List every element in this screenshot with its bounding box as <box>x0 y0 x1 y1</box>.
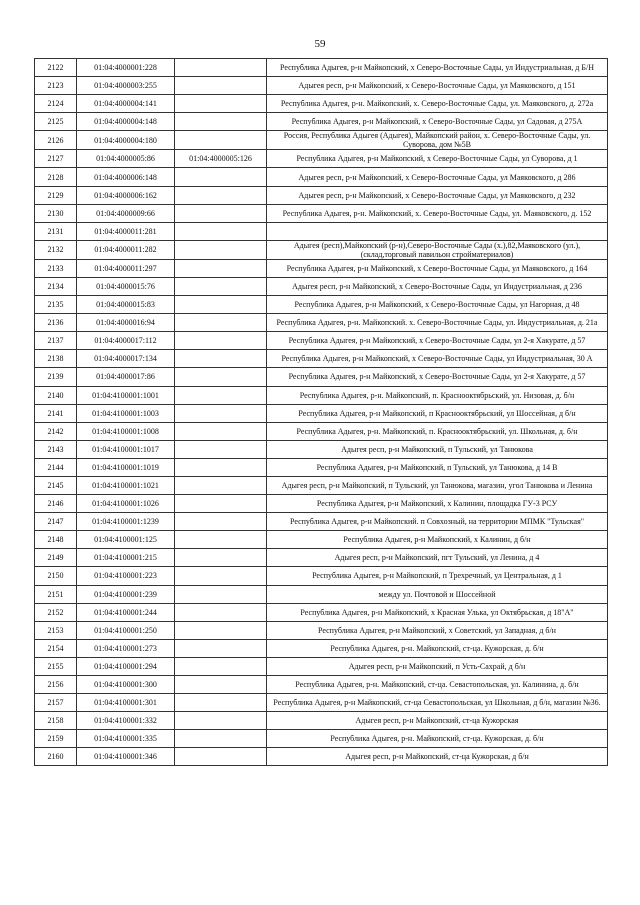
cadastral-number-cell: 01:04:4100001:1008 <box>77 422 175 440</box>
address-cell: Республика Адыгея, р-н Майкопский, ст-ца Севастопольская, ул Школьная, д б/н, магазин №36. <box>267 694 608 712</box>
cadastral-number-cell: 01:04:4000011:281 <box>77 222 175 240</box>
address-cell: между ул. Почтовой и Шоссейной <box>267 585 608 603</box>
row-number-cell: 2139 <box>35 368 77 386</box>
row-number-cell: 2148 <box>35 531 77 549</box>
cadastral-number-cell: 01:04:4000004:141 <box>77 95 175 113</box>
table-row <box>35 476 608 494</box>
related-cadastral-number-cell <box>175 332 267 350</box>
table-row <box>35 639 608 657</box>
related-cadastral-number-cell <box>175 204 267 222</box>
row-number-cell: 2150 <box>35 567 77 585</box>
row-number-cell: 2156 <box>35 676 77 694</box>
related-cadastral-number-cell <box>175 296 267 314</box>
row-number-cell: 2123 <box>35 77 77 95</box>
address-cell: Республика Адыгея, р-н Майкопский, х Северо-Восточные Сады, ул Нагорная, д 48 <box>267 296 608 314</box>
related-cadastral-number-cell <box>175 350 267 368</box>
address-cell: Адыгея респ, р-н Майкопский, х Северо-Восточные Сады, ул Маяковского, д 151 <box>267 77 608 95</box>
cadastral-number-cell: 01:04:4000011:297 <box>77 259 175 277</box>
cadastral-number-cell: 01:04:4000004:180 <box>77 131 175 150</box>
address-cell: Республика Адыгея, р-н Майкопский, х Калинин, д б/н <box>267 531 608 549</box>
cadastral-number-cell: 01:04:4000003:255 <box>77 77 175 95</box>
table-row <box>35 676 608 694</box>
address-cell: Адыгея респ, р-н Майкопский, п Тульский, ул Танюкова, магазин, угол Танюкова и Ленина <box>267 476 608 494</box>
address-cell: Адыгея респ, р-н Майкопский, п Усть-Сахрай, д б/н <box>267 657 608 675</box>
row-number-cell: 2157 <box>35 694 77 712</box>
related-cadastral-number-cell <box>175 440 267 458</box>
cadastral-number-cell: 01:04:4100001:335 <box>77 730 175 748</box>
table-row <box>35 77 608 95</box>
related-cadastral-number-cell <box>175 368 267 386</box>
table-row <box>35 712 608 730</box>
related-cadastral-number-cell <box>175 240 267 259</box>
row-number-cell: 2143 <box>35 440 77 458</box>
row-number-cell: 2138 <box>35 350 77 368</box>
related-cadastral-number-cell <box>175 495 267 513</box>
address-cell: Республика Адыгея, р-н Майкопский, х Северо-Восточные Сады, ул 2-я Хакурате, д 57 <box>267 332 608 350</box>
related-cadastral-number-cell <box>175 404 267 422</box>
related-cadastral-number-cell: 01:04:4000005:126 <box>175 150 267 168</box>
table-row <box>35 186 608 204</box>
related-cadastral-number-cell <box>175 694 267 712</box>
address-cell: Республика Адыгея, р-н. Майкопский, ст-ца. Кужорская, д. б/н <box>267 730 608 748</box>
row-number-cell: 2142 <box>35 422 77 440</box>
row-number-cell: 2136 <box>35 314 77 332</box>
related-cadastral-number-cell <box>175 314 267 332</box>
row-number-cell: 2149 <box>35 549 77 567</box>
cadastral-number-cell: 01:04:4100001:1026 <box>77 495 175 513</box>
related-cadastral-number-cell <box>175 603 267 621</box>
table-row <box>35 368 608 386</box>
table-row <box>35 603 608 621</box>
row-number-cell: 2155 <box>35 657 77 675</box>
row-number-cell: 2137 <box>35 332 77 350</box>
row-number-cell: 2122 <box>35 59 77 77</box>
row-number-cell: 2127 <box>35 150 77 168</box>
address-cell: Республика Адыгея, р-н Майкопский. п Совхозный, на территории МПМК "Тульская" <box>267 513 608 531</box>
cadastral-number-cell: 01:04:4100001:250 <box>77 621 175 639</box>
related-cadastral-number-cell <box>175 113 267 131</box>
cadastral-number-cell: 01:04:4000005:86 <box>77 150 175 168</box>
row-number-cell: 2147 <box>35 513 77 531</box>
address-cell: Республика Адыгея, р-н Майкопский, х Северо-Восточные Сады, ул Маяковского, д 164 <box>267 259 608 277</box>
cadastral-number-cell: 01:04:4000001:228 <box>77 59 175 77</box>
address-cell: Адыгея респ, р-н Майкопский, ст-ца Кужорская <box>267 712 608 730</box>
cadastral-number-cell: 01:04:4100001:273 <box>77 639 175 657</box>
table-row <box>35 314 608 332</box>
row-number-cell: 2154 <box>35 639 77 657</box>
related-cadastral-number-cell <box>175 639 267 657</box>
row-number-cell: 2134 <box>35 277 77 295</box>
related-cadastral-number-cell <box>175 549 267 567</box>
related-cadastral-number-cell <box>175 422 267 440</box>
related-cadastral-number-cell <box>175 277 267 295</box>
related-cadastral-number-cell <box>175 131 267 150</box>
table-row <box>35 694 608 712</box>
row-number-cell: 2158 <box>35 712 77 730</box>
row-number-cell: 2130 <box>35 204 77 222</box>
related-cadastral-number-cell <box>175 476 267 494</box>
related-cadastral-number-cell <box>175 676 267 694</box>
row-number-cell: 2146 <box>35 495 77 513</box>
address-cell: Адыгея респ, р-н Майкопский, х Северо-Восточные Сады, ул Индустриальная, д 236 <box>267 277 608 295</box>
table-row <box>35 404 608 422</box>
row-number-cell: 2132 <box>35 240 77 259</box>
address-cell: Республика Адыгея, р-н Майкопский, п Трехречный, ул Центральная, д 1 <box>267 567 608 585</box>
table-row <box>35 296 608 314</box>
address-cell: Адыгея респ, р-н Майкопский, х Северо-Восточные Сады, ул Маяковского, д 232 <box>267 186 608 204</box>
address-cell <box>267 222 608 240</box>
cadastral-number-cell: 01:04:4000015:83 <box>77 296 175 314</box>
table-row <box>35 113 608 131</box>
address-cell: Республика Адыгея, р-н Майкопский, х Северо-Восточные Сады, ул Индустриальная, д Б/Н <box>267 59 608 77</box>
related-cadastral-number-cell <box>175 567 267 585</box>
address-cell: Адыгея респ, р-н Майкопский, п Тульский, ул Танюкова <box>267 440 608 458</box>
address-cell: Республика Адыгея, р-н Майкопский, х Калинин, площадка ГУ-3 РСУ <box>267 495 608 513</box>
row-number-cell: 2159 <box>35 730 77 748</box>
table-row <box>35 531 608 549</box>
related-cadastral-number-cell <box>175 59 267 77</box>
cadastral-number-cell: 01:04:4100001:1021 <box>77 476 175 494</box>
row-number-cell: 2140 <box>35 386 77 404</box>
address-cell: Адыгея (респ),Майкопский (р-н),Северо-Восточные Сады (х.),82,Маяковского (ул.),(склад,торговый павильон стройматериалов) <box>267 240 608 259</box>
row-number-cell: 2128 <box>35 168 77 186</box>
cadastral-number-cell: 01:04:4000011:282 <box>77 240 175 259</box>
cadastral-number-cell: 01:04:4000016:94 <box>77 314 175 332</box>
address-cell: Адыгея респ, р-н Майкопский, ст-ца Кужорская, д б/н <box>267 748 608 766</box>
address-cell: Республика Адыгея, р-н Майкопский, х Северо-Восточные Сады, ул Индустриальная, 30 А <box>267 350 608 368</box>
table-row <box>35 458 608 476</box>
related-cadastral-number-cell <box>175 386 267 404</box>
related-cadastral-number-cell <box>175 585 267 603</box>
address-cell: Республика Адыгея, р-н Майкопский, х Северо-Восточные Сады, ул Садовая, д 275А <box>267 113 608 131</box>
row-number-cell: 2153 <box>35 621 77 639</box>
address-cell: Республика Адыгея, р-н. Майкопский, х. Северо-Восточные Сады, ул. Маяковского, д. 152 <box>267 204 608 222</box>
cadastral-number-cell: 01:04:4100001:301 <box>77 694 175 712</box>
table-row <box>35 585 608 603</box>
cadastral-number-cell: 01:04:4100001:1019 <box>77 458 175 476</box>
address-cell: Республика Адыгея, р-н. Майкопский, п. Краснооктябрьский, ул. Низовая, д. б/н <box>267 386 608 404</box>
cadastral-number-cell: 01:04:4100001:223 <box>77 567 175 585</box>
related-cadastral-number-cell <box>175 77 267 95</box>
table-row <box>35 621 608 639</box>
cadastral-number-cell: 01:04:4000004:148 <box>77 113 175 131</box>
cadastral-number-cell: 01:04:4100001:244 <box>77 603 175 621</box>
address-cell: Республика Адыгея, р-н. Майкопский, ст-ца. Кужорская, д. б/н <box>267 639 608 657</box>
row-number-cell: 2135 <box>35 296 77 314</box>
row-number-cell: 2129 <box>35 186 77 204</box>
related-cadastral-number-cell <box>175 712 267 730</box>
cadastral-number-cell: 01:04:4100001:332 <box>77 712 175 730</box>
address-cell: Россия, Республика Адыгея (Адыгея), Майкопский район, х. Северо-Восточные Сады, ул. Суворова, дом №5В <box>267 131 608 150</box>
row-number-cell: 2141 <box>35 404 77 422</box>
address-cell: Республика Адыгея, р-н Майкопский, х Северо-Восточные Сады, ул Суворова, д 1 <box>267 150 608 168</box>
cadastral-number-cell: 01:04:4100001:1001 <box>77 386 175 404</box>
related-cadastral-number-cell <box>175 513 267 531</box>
related-cadastral-number-cell <box>175 222 267 240</box>
registry-table <box>34 58 608 766</box>
cadastral-number-cell: 01:04:4000006:148 <box>77 168 175 186</box>
row-number-cell: 2126 <box>35 131 77 150</box>
table-row <box>35 748 608 766</box>
related-cadastral-number-cell <box>175 186 267 204</box>
address-cell: Республика Адыгея, р-н. Майкопский, х. Северо-Восточные Сады, ул. Маяковского, д. 272а <box>267 95 608 113</box>
row-number-cell: 2160 <box>35 748 77 766</box>
registry-table-body <box>35 59 608 766</box>
cadastral-number-cell: 01:04:4000015:76 <box>77 277 175 295</box>
cadastral-number-cell: 01:04:4000017:86 <box>77 368 175 386</box>
table-row <box>35 222 608 240</box>
address-cell: Республика Адыгея, р-н Майкопский, х Советский, ул Западная, д б/н <box>267 621 608 639</box>
table-row <box>35 350 608 368</box>
table-row <box>35 259 608 277</box>
address-cell: Республика Адыгея, р-н Майкопский, х Красная Улька, ул Октябрьская, д 18"А" <box>267 603 608 621</box>
cadastral-number-cell: 01:04:4000009:66 <box>77 204 175 222</box>
address-cell: Республика Адыгея, р-н. Майкопский, ст-ца. Севастопольская, ул. Калинина, д. б/н <box>267 676 608 694</box>
cadastral-number-cell: 01:04:4000017:134 <box>77 350 175 368</box>
address-cell: Адыгея респ, р-н Майкопский, пгт Тульский, ул Ленина, д 4 <box>267 549 608 567</box>
address-cell: Адыгея респ, р-н Майкопский, х Северо-Восточные Сады, ул Маяковского, д 286 <box>267 168 608 186</box>
row-number-cell: 2133 <box>35 259 77 277</box>
related-cadastral-number-cell <box>175 621 267 639</box>
cadastral-number-cell: 01:04:4100001:1239 <box>77 513 175 531</box>
cadastral-number-cell: 01:04:4100001:239 <box>77 585 175 603</box>
related-cadastral-number-cell <box>175 657 267 675</box>
related-cadastral-number-cell <box>175 748 267 766</box>
table-row <box>35 422 608 440</box>
table-row <box>35 549 608 567</box>
related-cadastral-number-cell <box>175 168 267 186</box>
cadastral-number-cell: 01:04:4000006:162 <box>77 186 175 204</box>
cadastral-number-cell: 01:04:4100001:125 <box>77 531 175 549</box>
table-row <box>35 168 608 186</box>
row-number-cell: 2125 <box>35 113 77 131</box>
cadastral-number-cell: 01:04:4100001:1003 <box>77 404 175 422</box>
row-number-cell: 2145 <box>35 476 77 494</box>
table-row <box>35 150 608 168</box>
cadastral-number-cell: 01:04:4000017:112 <box>77 332 175 350</box>
table-row <box>35 513 608 531</box>
table-row <box>35 495 608 513</box>
table-row <box>35 657 608 675</box>
row-number-cell: 2144 <box>35 458 77 476</box>
table-row <box>35 332 608 350</box>
table-row <box>35 730 608 748</box>
table-row <box>35 131 608 150</box>
cadastral-number-cell: 01:04:4100001:215 <box>77 549 175 567</box>
row-number-cell: 2151 <box>35 585 77 603</box>
related-cadastral-number-cell <box>175 458 267 476</box>
related-cadastral-number-cell <box>175 259 267 277</box>
table-row <box>35 204 608 222</box>
related-cadastral-number-cell <box>175 95 267 113</box>
cadastral-number-cell: 01:04:4100001:1017 <box>77 440 175 458</box>
address-cell: Республика Адыгея, р-н Майкопский, п Тульский, ул Танюкова, д 14 В <box>267 458 608 476</box>
table-row <box>35 95 608 113</box>
table-row <box>35 440 608 458</box>
table-row <box>35 386 608 404</box>
row-number-cell: 2152 <box>35 603 77 621</box>
table-row <box>35 240 608 259</box>
cadastral-number-cell: 01:04:4100001:294 <box>77 657 175 675</box>
row-number-cell: 2124 <box>35 95 77 113</box>
address-cell: Республика Адыгея, р-н Майкопский, х Северо-Восточные Сады, ул 2-я Хакурате, д 57 <box>267 368 608 386</box>
address-cell: Республика Адыгея, р-н. Майкопский, п. Краснооктябрьский, ул. Школьная, д. б/н <box>267 422 608 440</box>
cadastral-number-cell: 01:04:4100001:346 <box>77 748 175 766</box>
row-number-cell: 2131 <box>35 222 77 240</box>
table-row <box>35 567 608 585</box>
cadastral-number-cell: 01:04:4100001:300 <box>77 676 175 694</box>
table-row <box>35 277 608 295</box>
related-cadastral-number-cell <box>175 531 267 549</box>
table-row <box>35 59 608 77</box>
related-cadastral-number-cell <box>175 730 267 748</box>
address-cell: Республика Адыгея, р-н. Майкопский. х. Северо-Восточные Сады, ул. Индустриальная, д. 21а <box>267 314 608 332</box>
address-cell: Республика Адыгея, р-н Майкопский, п Краснооктябрьский, ул Шоссейная, д б/н <box>267 404 608 422</box>
page-number: 59 <box>314 38 326 50</box>
